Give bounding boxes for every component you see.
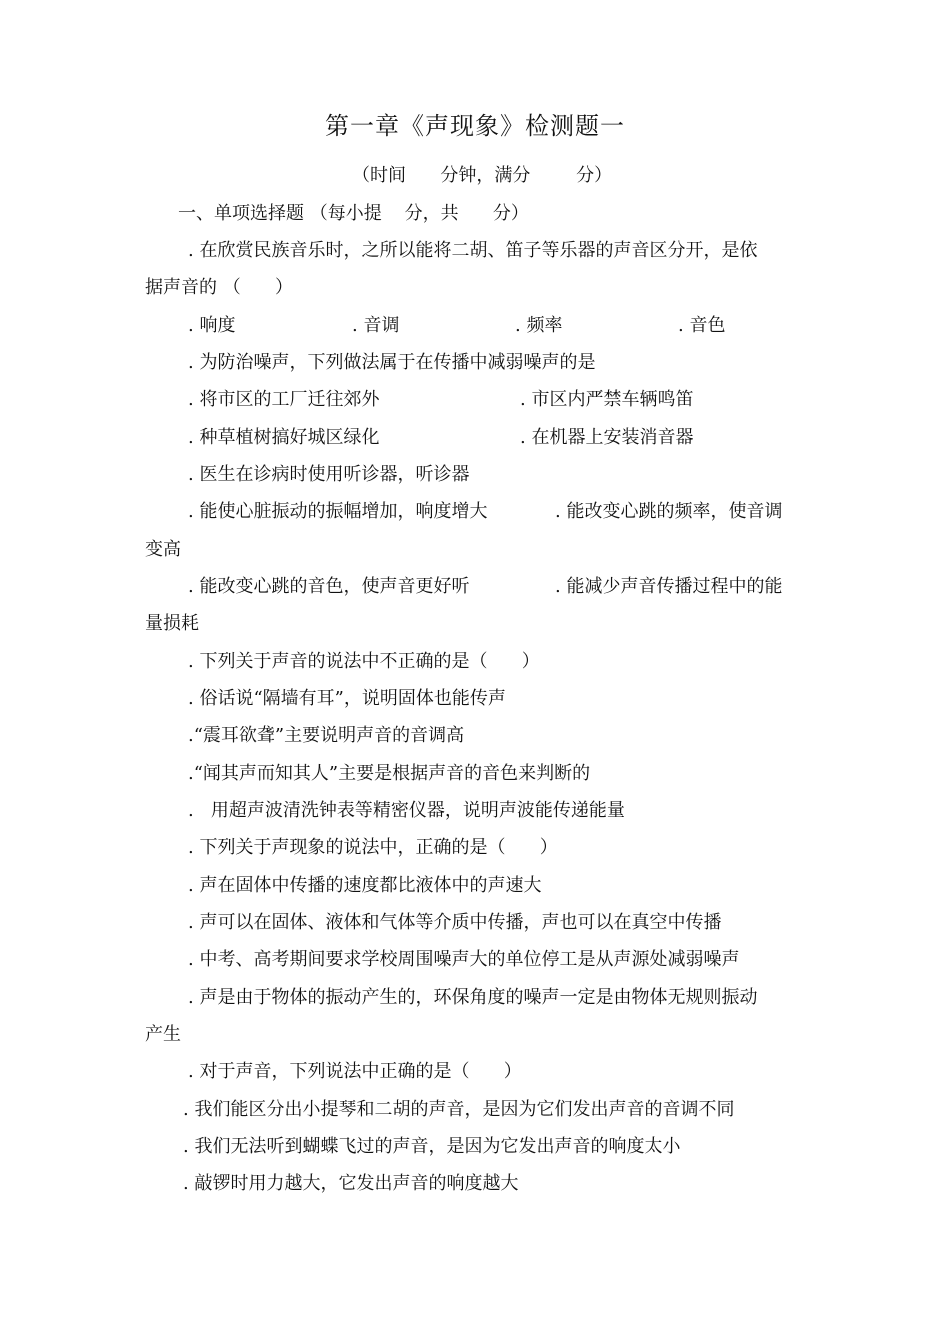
question-5-stem: . 下列关于声现象的说法中，正确的是（ ） — [188, 837, 558, 858]
question-2-stem: . 为防治噪声，下列做法属于在传播中减弱噪声的是 — [188, 352, 596, 373]
question-3-stem: . 医生在诊病时使用听诊器，听诊器 — [188, 464, 470, 485]
question-6-stem: . 对于声音，下列说法中正确的是（ ） — [188, 1061, 522, 1082]
question-5-option-b: . 声可以在固体、液体和气体等介质中传播，声也可以在真空中传播 — [188, 912, 722, 933]
question-1-option-d: . 音色 — [678, 315, 726, 336]
question-6-option-a: . 我们能区分出小提琴和二胡的声音，是因为它们发出声音的音调不同 — [183, 1099, 735, 1120]
question-3-option-a: . 能使心脏振动的振幅增加，响度增大 — [188, 501, 488, 522]
question-3-option-d-continued: 量损耗 — [145, 613, 199, 634]
section-heading: 一、单项选择题 （每小提 分，共 分） — [178, 203, 529, 224]
question-3-option-d: . 能减少声音传播过程中的能 — [555, 576, 783, 597]
question-6-option-c: . 敲锣时用力越大，它发出声音的响度越大 — [183, 1173, 519, 1194]
question-5-option-d: . 声是由于物体的振动产生的，环保角度的噪声一定是由物体无规则振动 — [188, 987, 758, 1008]
question-2-option-d: . 在机器上安装消音器 — [520, 427, 694, 448]
question-1-stem-continued: 据声音的 （ ） — [145, 277, 294, 298]
question-4-option-d: . 用超声波清洗钟表等精密仪器，说明声波能传递能量 — [188, 800, 625, 821]
question-5-option-a: . 声在固体中传播的速度都比液体中的声速大 — [188, 875, 542, 896]
question-4-option-c: .“闻其声而知其人”主要是根据声音的音色来判断的 — [188, 763, 591, 784]
question-1-option-c: . 频率 — [515, 315, 563, 336]
question-1-option-a: . 响度 — [188, 315, 236, 336]
question-3-option-c: . 能改变心跳的音色，使声音更好听 — [188, 576, 470, 597]
page-subtitle: （时间 分钟，满分 分） — [352, 165, 613, 186]
question-3-option-b: . 能改变心跳的频率，使音调 — [555, 501, 783, 522]
question-2-option-c: . 种草植树搞好城区绿化 — [188, 427, 380, 448]
question-1-option-b: . 音调 — [352, 315, 400, 336]
question-3-option-b-continued: 变高 — [145, 539, 181, 560]
question-1-stem: . 在欣赏民族音乐时，之所以能将二胡、笛子等乐器的声音区分开，是依 — [188, 240, 758, 261]
question-4-stem: . 下列关于声音的说法中不正确的是（ ） — [188, 651, 540, 672]
question-4-option-a: . 俗话说“隔墙有耳”，说明固体也能传声 — [188, 688, 506, 709]
page-title: 第一章《声现象》检测题一 — [325, 112, 625, 140]
question-5-option-d-continued: 产生 — [145, 1024, 181, 1045]
question-4-option-b: .“震耳欲聋”主要说明声音的音调高 — [188, 725, 465, 746]
question-5-option-c: . 中考、高考期间要求学校周围噪声大的单位停工是从声源处减弱噪声 — [188, 949, 740, 970]
question-2-option-b: . 市区内严禁车辆鸣笛 — [520, 389, 694, 410]
question-2-option-a: . 将市区的工厂迁往郊外 — [188, 389, 380, 410]
question-6-option-b: . 我们无法听到蝴蝶飞过的声音，是因为它发出声音的响度太小 — [183, 1136, 681, 1157]
